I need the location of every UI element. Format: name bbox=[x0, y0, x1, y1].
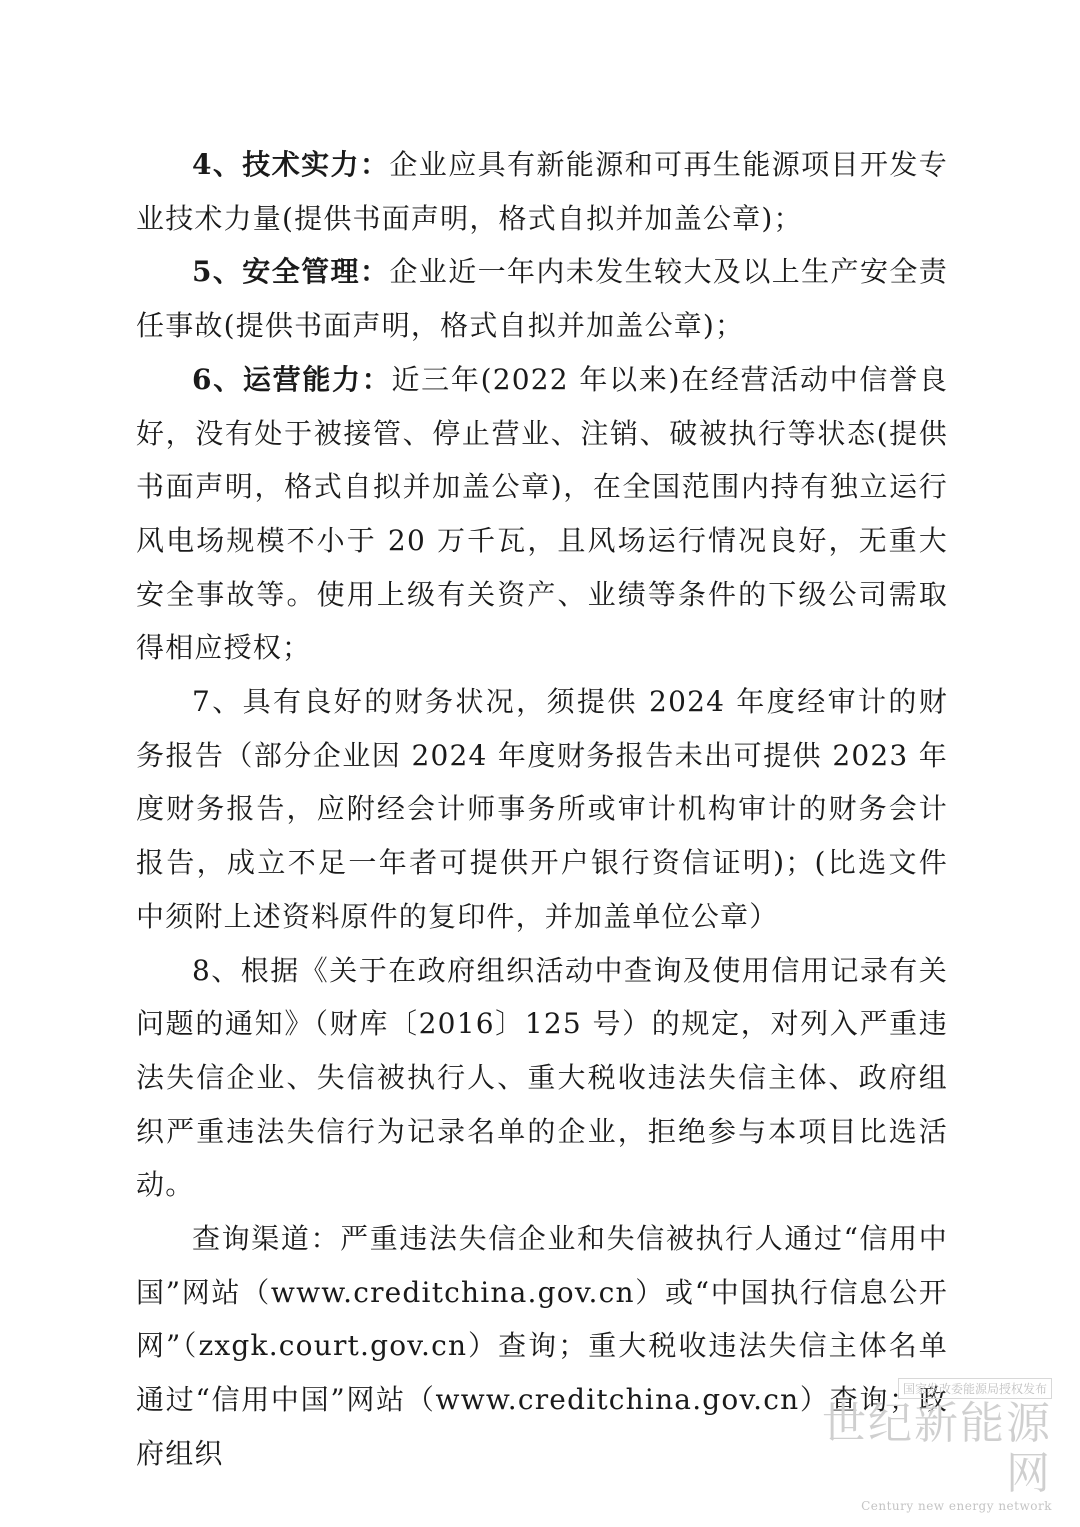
paragraph-lead: 4、技术实力： bbox=[192, 148, 390, 181]
paragraph-lead: 6、运营能力： bbox=[192, 362, 392, 396]
watermark-sub-text: Century new energy network bbox=[861, 1499, 1052, 1513]
paragraph-technical-strength bbox=[136, 138, 948, 245]
document-body bbox=[136, 138, 948, 1481]
watermark-main-text: 世纪新能源网 bbox=[822, 1398, 1052, 1499]
paragraph-text: 近三年(2022 年以来)在经营活动中信誉良好，没有处于被接管、停止营业、注销、破被执行等状态(提供书面声明，格式自拟并加盖公章)，在全国范围内持有独立运行风电场规模不小于 20 万千瓦，且风场运行情况良好，无重大安全事故等。使用上级有关资产、业绩等条件的下级公司需取得相应授权； bbox=[136, 362, 948, 665]
paragraph-financial-status bbox=[136, 675, 948, 944]
paragraph-safety-management bbox=[136, 245, 948, 352]
paragraph-text: 企业近一年内未发生较大及以上生产安全责任事故(提供书面声明，格式自拟并加盖公章)； bbox=[136, 255, 948, 343]
paragraph-text: 查询渠道：严重违法失信企业和失信被执行人通过“信用中国”网站（www.creditchina.gov.cn）或“中国执行信息公开网”（zxgk.court.gov.cn）查询；重大税收违法失信主体名单通过“信用中国”网站（www.creditchina.gov.cn）查询；政府组织 bbox=[136, 1222, 948, 1470]
paragraph-text: 8、根据《关于在政府组织活动中查询及使用信用记录有关问题的通知》（财库〔2016〕125 号）的规定，对列入严重违法失信企业、失信被执行人、重大税收违法失信主体、政府组织严重违法失信行为记录名单的企业，拒绝参与本项目比选活动。 bbox=[136, 953, 948, 1202]
watermark-logo bbox=[822, 1378, 1052, 1513]
paragraph-text: 企业应具有新能源和可再生能源项目开发专业技术力量(提供书面声明，格式自拟并加盖公章)； bbox=[136, 148, 948, 235]
paragraph-credit-record bbox=[136, 944, 948, 1213]
watermark-top-text: 国家发改委能源局授权发布 bbox=[898, 1378, 1052, 1399]
paragraph-text: 7、具有良好的财务状况，须提供 2024 年度经审计的财务报告（部分企业因 2024 年度财务报告未出可提供 2023 年度财务报告，应附经会计师事务所或审计机构审计的财务会计报告，成立不足一年者可提供开户银行资信证明)；(比选文件中须附上述资料原件的复印件，并加盖单位公章） bbox=[136, 685, 948, 933]
paragraph-lead: 5、安全管理： bbox=[192, 255, 390, 289]
paragraph-operating-capability bbox=[136, 353, 948, 675]
